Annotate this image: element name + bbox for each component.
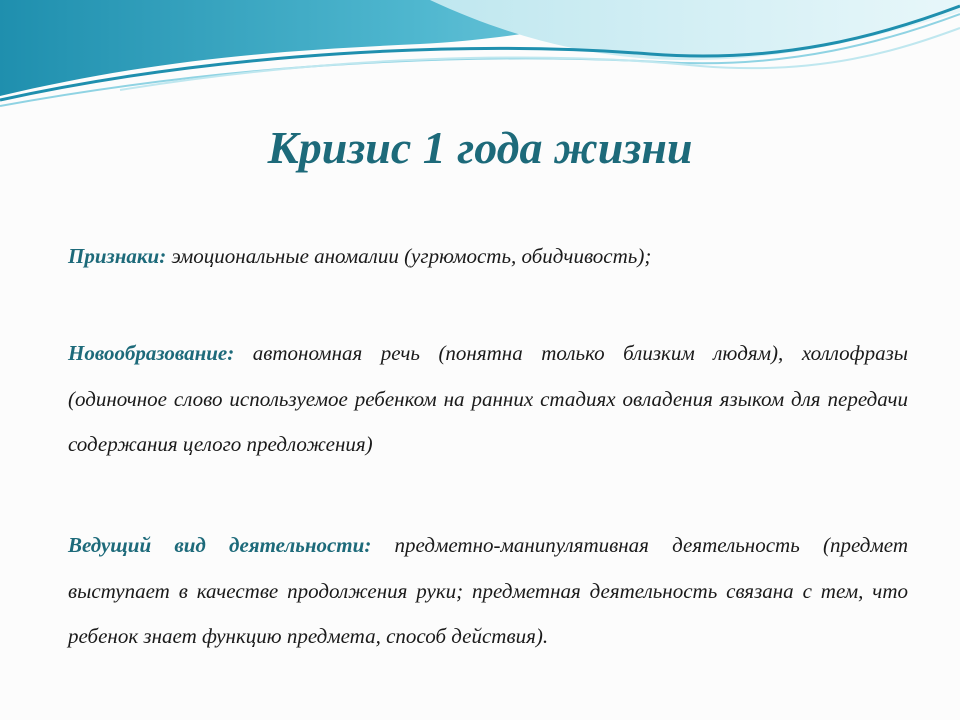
paragraph-leading-activity bbox=[68, 523, 908, 660]
term-neoformation: Новообразование: bbox=[68, 341, 235, 365]
term-signs: Признаки: bbox=[68, 244, 167, 268]
term-leading-activity: Ведущий вид деятельности: bbox=[68, 533, 372, 557]
decorative-waves-header bbox=[0, 0, 960, 110]
text-leading-activity: предметно-манипулятивная деятельность (предмет выступает в качестве продолжения руки; предметная деятельность связана с тем, что ребенок знает функцию предмета, способ действия). bbox=[68, 533, 908, 648]
paragraph-neoformation bbox=[68, 331, 908, 468]
wave-band-light bbox=[430, 0, 960, 60]
text-neoformation: автономная речь (понятна только близким людям), холлофразы (одиночное слово используемое ребенком на ранних стадиях овладения языком для передачи содержания целого предложения) bbox=[68, 341, 908, 456]
slide-title: Кризис 1 года жизни bbox=[267, 122, 693, 173]
paragraph-signs bbox=[68, 234, 908, 280]
text-signs: эмоциональные аномалии (угрюмость, обидчивость); bbox=[166, 244, 652, 268]
